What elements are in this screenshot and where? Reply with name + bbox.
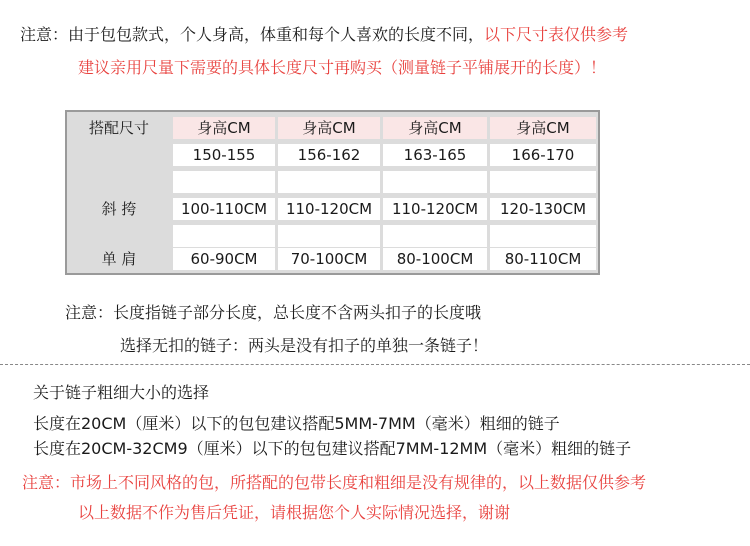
table-blank-cell: [173, 171, 275, 193]
table-shoulder-label: 单 肩: [101, 250, 137, 268]
thickness-rule-1: 长度在20CM（厘米）以下的包包建议搭配5MM-7MM（毫米）粗细的链子: [33, 414, 560, 433]
table-header-label: 搭配尺寸: [88, 119, 149, 137]
table-blank-cell: [490, 225, 596, 247]
table-blank-cell: [173, 225, 275, 247]
table-crossbody-1: 100-110CM: [173, 198, 275, 220]
table-crossbody-3: 110-120CM: [383, 198, 487, 220]
table-header-col-1: 身高CM: [173, 117, 275, 139]
table-height-2: 156-162: [278, 144, 380, 166]
thickness-title: 关于链子粗细大小的选择: [33, 383, 210, 402]
table-header-col-2: 身高CM: [278, 117, 380, 139]
table-blank-cell: [383, 225, 487, 247]
table-blank-cell: [383, 171, 487, 193]
intro-line-2: 建议亲用尺量下需要的具体长度尺寸再购买（测量链子平铺展开的长度）！: [78, 58, 607, 77]
table-crossbody-2: 110-120CM: [278, 198, 380, 220]
table-height-3: 163-165: [383, 144, 487, 166]
intro-line-1: [20, 22, 628, 45]
table-height-1: 150-155: [173, 144, 275, 166]
table-shoulder-2: 70-100CM: [278, 248, 380, 270]
table-header-col-3: 身高CM: [383, 117, 487, 139]
thickness-warning-1: 注意：市场上不同风格的包，所搭配的包带长度和粗细是没有规律的，以上数据仅供参考: [22, 473, 647, 492]
table-blank-cell: [490, 171, 596, 193]
table-crossbody-label: 斜 挎: [101, 200, 137, 218]
table-blank-cell: [278, 171, 380, 193]
table-height-4: 166-170: [490, 144, 596, 166]
intro-text: 注意：由于包包款式，个人身高，体重和每个人喜欢的长度不同，: [20, 25, 485, 44]
table-shoulder-1: 60-90CM: [173, 248, 275, 270]
note-length: 注意：长度指链子部分长度，总长度不含两头扣子的长度哦: [65, 303, 482, 322]
size-table: [65, 110, 600, 275]
section-divider: [0, 364, 750, 365]
thickness-rule-2: 长度在20CM-32CM9（厘米）以下的包包建议搭配7MM-12MM（毫米）粗细的链子: [33, 439, 632, 458]
table-blank-cell: [278, 225, 380, 247]
thickness-warning-2: 以上数据不作为售后凭证，请根据您个人实际情况选择，谢谢: [78, 503, 511, 522]
table-shoulder-3: 80-100CM: [383, 248, 487, 270]
table-header-col-4: 身高CM: [490, 117, 596, 139]
intro-warning: 以下尺寸表仅供参考: [484, 25, 629, 44]
note-no-clasp: 选择无扣的链子：两头是没有扣子的单独一条链子！: [120, 336, 489, 355]
table-crossbody-4: 120-130CM: [490, 198, 596, 220]
table-shoulder-4: 80-110CM: [490, 248, 596, 270]
